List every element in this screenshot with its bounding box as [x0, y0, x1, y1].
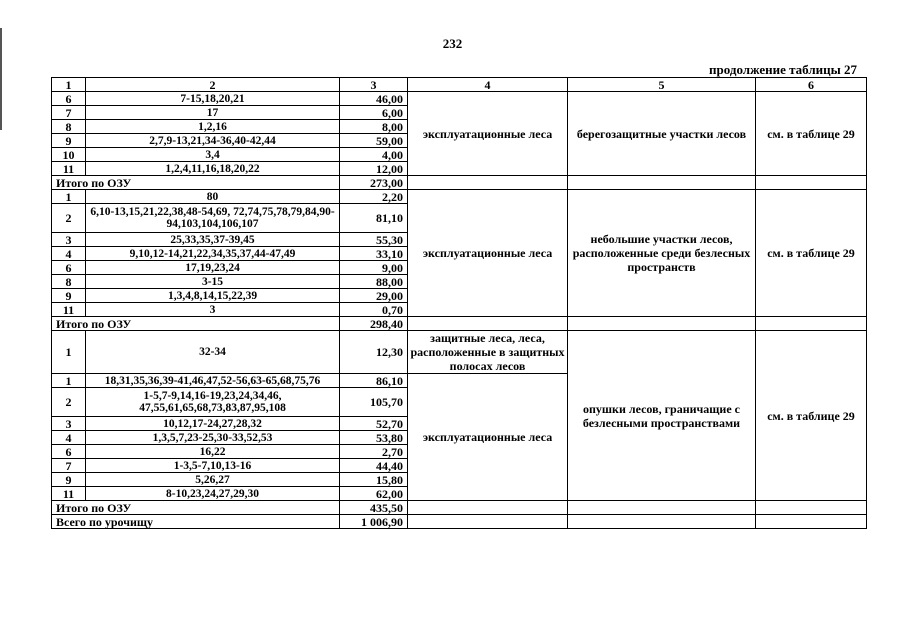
category-cell: эксплуатационные леса: [408, 92, 568, 176]
area-cell: 105,70: [340, 388, 408, 417]
subtotal-value: 435,50: [340, 501, 408, 515]
ozu-cell: 11: [52, 303, 86, 317]
empty-cell: [568, 515, 756, 529]
area-cell: 81,10: [340, 204, 408, 233]
area-cell: 8,00: [340, 120, 408, 134]
ozu-cell: 7: [52, 459, 86, 473]
quarters-cell: 1,3,5,7,23-25,30-33,52,53: [86, 431, 340, 445]
area-cell: 15,80: [340, 473, 408, 487]
ozu-cell: 3: [52, 233, 86, 247]
ozu-cell: 8: [52, 120, 86, 134]
grand-total-value: 1 006,90: [340, 515, 408, 529]
ozu-cell: 6: [52, 445, 86, 459]
quarters-cell: 3,4: [86, 148, 340, 162]
category-cell: эксплуатационные леса: [408, 190, 568, 317]
ozu-cell: 1: [52, 190, 86, 204]
subtotal-value: 298,40: [340, 317, 408, 331]
subtotal-row: [52, 176, 867, 190]
area-cell: 12,30: [340, 331, 408, 374]
grand-total-label: Всего по урочищу: [52, 515, 340, 529]
ozu-cell: 10: [52, 148, 86, 162]
subtotal-label: Итого по ОЗУ: [52, 501, 340, 515]
quarters-cell: 3: [86, 303, 340, 317]
empty-cell: [756, 317, 867, 331]
page-number: 232: [442, 36, 463, 51]
ozu-cell: 9: [52, 289, 86, 303]
empty-cell: [568, 176, 756, 190]
area-cell: 29,00: [340, 289, 408, 303]
table-row: [52, 190, 867, 204]
empty-cell: [756, 501, 867, 515]
category-cell: защитные леса, леса, расположенные в защитных полосах лесов: [408, 331, 568, 374]
quarters-cell: 18,31,35,36,39-41,46,47,52-56,63-65,68,75,76: [86, 374, 340, 388]
header-cell: 1: [52, 78, 86, 92]
subtotal-value: 273,00: [340, 176, 408, 190]
empty-cell: [408, 501, 568, 515]
area-cell: 86,10: [340, 374, 408, 388]
quarters-cell: 5,26,27: [86, 473, 340, 487]
area-cell: 2,20: [340, 190, 408, 204]
area-cell: 12,00: [340, 162, 408, 176]
subtotal-row: [52, 317, 867, 331]
area-cell: 88,00: [340, 275, 408, 289]
area-cell: 52,70: [340, 417, 408, 431]
area-cell: 4,00: [340, 148, 408, 162]
ozu-cell: 2: [52, 204, 86, 233]
empty-cell: [568, 317, 756, 331]
area-cell: 53,80: [340, 431, 408, 445]
header-cell: 4: [408, 78, 568, 92]
quarters-cell: 32-34: [86, 331, 340, 374]
header-row: [52, 78, 867, 92]
header-cell: 3: [340, 78, 408, 92]
reference-cell: см. в таблице 29: [756, 92, 867, 176]
header-cell: 5: [568, 78, 756, 92]
quarters-cell: 1-3,5-7,10,13-16: [86, 459, 340, 473]
ozu-cell: 6: [52, 92, 86, 106]
header-cell: 2: [86, 78, 340, 92]
quarters-cell: 2,7,9-13,21,34-36,40-42,44: [86, 134, 340, 148]
ozu-cell: 7: [52, 106, 86, 120]
area-cell: 62,00: [340, 487, 408, 501]
ozu-cell: 1: [52, 374, 86, 388]
area-cell: 6,00: [340, 106, 408, 120]
table-row: [52, 331, 867, 374]
header-cell: 6: [756, 78, 867, 92]
ozu-cell: 6: [52, 261, 86, 275]
quarters-cell: 8-10,23,24,27,29,30: [86, 487, 340, 501]
quarters-cell: 10,12,17-24,27,28,32: [86, 417, 340, 431]
ozu-cell: 11: [52, 162, 86, 176]
ozu-cell: 2: [52, 388, 86, 417]
reference-cell: см. в таблице 29: [756, 331, 867, 501]
area-cell: 46,00: [340, 92, 408, 106]
subtotal-row: [52, 501, 867, 515]
quarters-cell: 1-5,7-9,14,16-19,23,24,34,46, 47,55,61,65,68,73,83,87,95,108: [86, 388, 340, 417]
quarters-cell: 17,19,23,24: [86, 261, 340, 275]
quarters-cell: 17: [86, 106, 340, 120]
category-cell: эксплуатационные леса: [408, 374, 568, 501]
grand-total-row: [52, 515, 867, 529]
purpose-cell: берегозащитные участки лесов: [568, 92, 756, 176]
quarters-cell: 6,10-13,15,21,22,38,48-54,69, 72,74,75,78,79,84,90-94,103,104,106,107: [86, 204, 340, 233]
table-continuation-label: продолжение таблицы 27: [709, 62, 857, 77]
quarters-cell: 3-15: [86, 275, 340, 289]
table-row: [52, 92, 867, 106]
quarters-cell: 9,10,12-14,21,22,34,35,37,44-47,49: [86, 247, 340, 261]
quarters-cell: 80: [86, 190, 340, 204]
quarters-cell: 1,3,4,8,14,15,22,39: [86, 289, 340, 303]
ozu-cell: 8: [52, 275, 86, 289]
empty-cell: [568, 501, 756, 515]
empty-cell: [756, 176, 867, 190]
ozu-cell: 4: [52, 247, 86, 261]
quarters-cell: 16,22: [86, 445, 340, 459]
forest-table: [51, 77, 867, 529]
quarters-cell: 1,2,16: [86, 120, 340, 134]
subtotal-label: Итого по ОЗУ: [52, 176, 340, 190]
area-cell: 59,00: [340, 134, 408, 148]
empty-cell: [756, 515, 867, 529]
ozu-cell: 9: [52, 134, 86, 148]
ozu-cell: 3: [52, 417, 86, 431]
ozu-cell: 4: [52, 431, 86, 445]
area-cell: 33,10: [340, 247, 408, 261]
area-cell: 55,30: [340, 233, 408, 247]
ozu-cell: 1: [52, 331, 86, 374]
quarters-cell: 7-15,18,20,21: [86, 92, 340, 106]
quarters-cell: 1,2,4,11,16,18,20,22: [86, 162, 340, 176]
area-cell: 0,70: [340, 303, 408, 317]
ozu-cell: 9: [52, 473, 86, 487]
empty-cell: [408, 176, 568, 190]
area-cell: 2,70: [340, 445, 408, 459]
empty-cell: [408, 317, 568, 331]
purpose-cell: опушки лесов, граничащие с безлесными пространствами: [568, 331, 756, 501]
area-cell: 9,00: [340, 261, 408, 275]
reference-cell: см. в таблице 29: [756, 190, 867, 317]
purpose-cell: небольшие участки лесов, расположенные среди безлесных пространств: [568, 190, 756, 317]
empty-cell: [408, 515, 568, 529]
area-cell: 44,40: [340, 459, 408, 473]
ozu-cell: 11: [52, 487, 86, 501]
subtotal-label: Итого по ОЗУ: [52, 317, 340, 331]
quarters-cell: 25,33,35,37-39,45: [86, 233, 340, 247]
